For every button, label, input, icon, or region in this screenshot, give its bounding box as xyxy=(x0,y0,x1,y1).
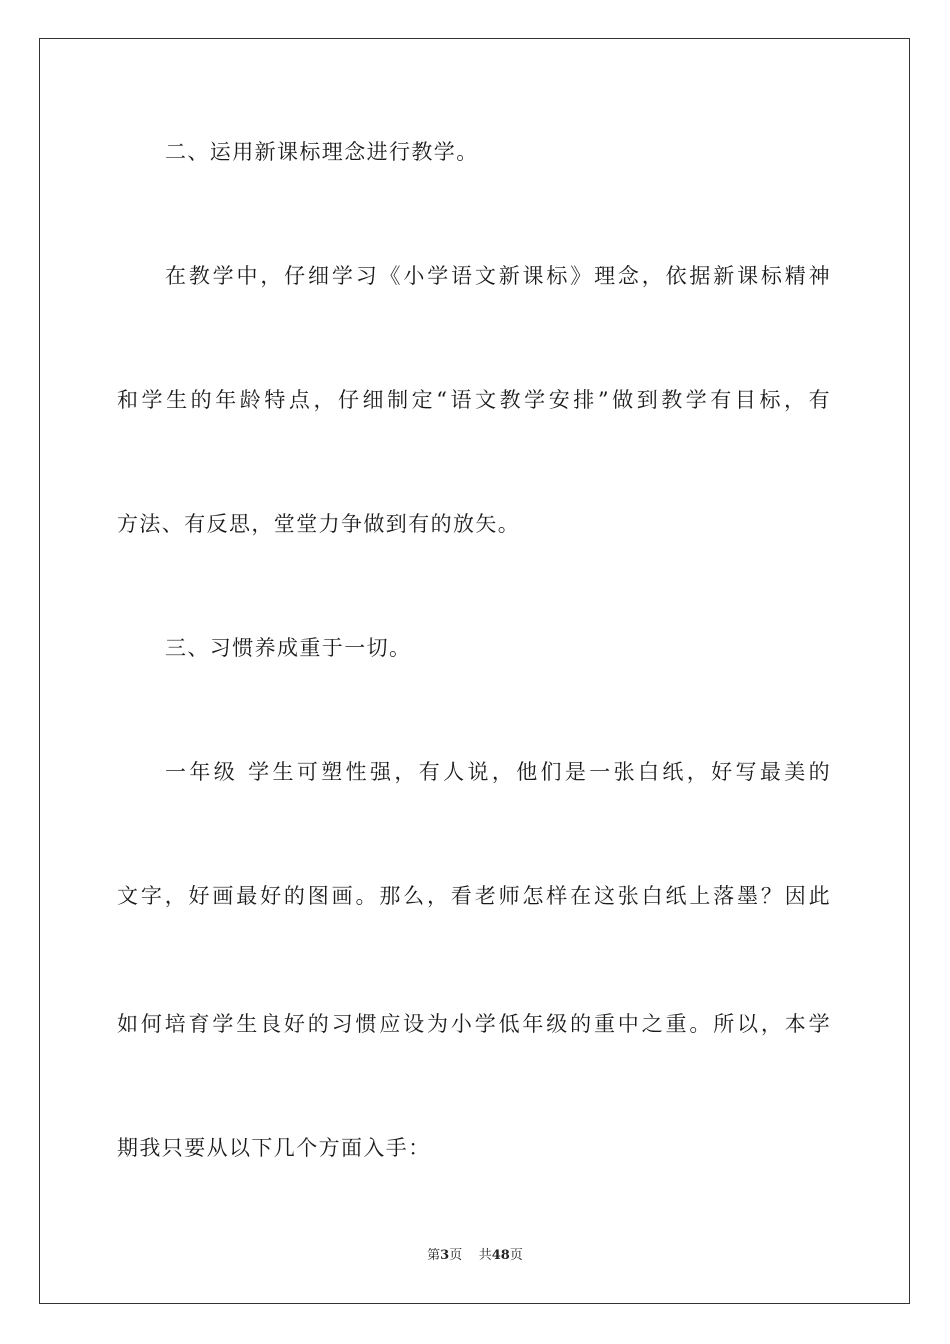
paragraph-line: 期我只要从以下几个方面入手： xyxy=(117,1136,431,1160)
paragraph-line: 和学生的年龄特点，仔细制定“语文教学安排”做到教学有目标，有 xyxy=(117,388,831,412)
footer-total-suffix: 页 xyxy=(509,1248,523,1263)
footer-total-prefix: 共 xyxy=(478,1248,492,1263)
footer-page-number: 3 xyxy=(440,1248,450,1263)
footer-page-suffix: 页 xyxy=(449,1248,463,1263)
paragraph-line: 方法、有反思，堂堂力争做到有的放矢。 xyxy=(117,512,521,536)
footer-page-prefix: 第 xyxy=(427,1248,441,1263)
paragraph-line: 文字，好画最好的图画。那么，看老师怎样在这张白纸上落墨？因此 xyxy=(117,884,831,908)
footer-total-pages: 48 xyxy=(491,1248,510,1263)
paragraph-line: 如何培育学生良好的习惯应设为小学低年级的重中之重。所以，本学 xyxy=(117,1012,831,1036)
page-border xyxy=(39,38,910,1304)
section-heading-3: 三、习惯养成重于一切。 xyxy=(165,636,412,660)
paragraph-line: 在教学中，仔细学习《小学语文新课标》理念，依据新课标精神 xyxy=(165,264,831,288)
section-heading-2: 二、运用新课标理念进行教学。 xyxy=(165,140,479,164)
page-footer xyxy=(0,1248,950,1264)
paragraph-line: 一年级 学生可塑性强，有人说，他们是一张白纸，好写最美的 xyxy=(165,760,831,784)
